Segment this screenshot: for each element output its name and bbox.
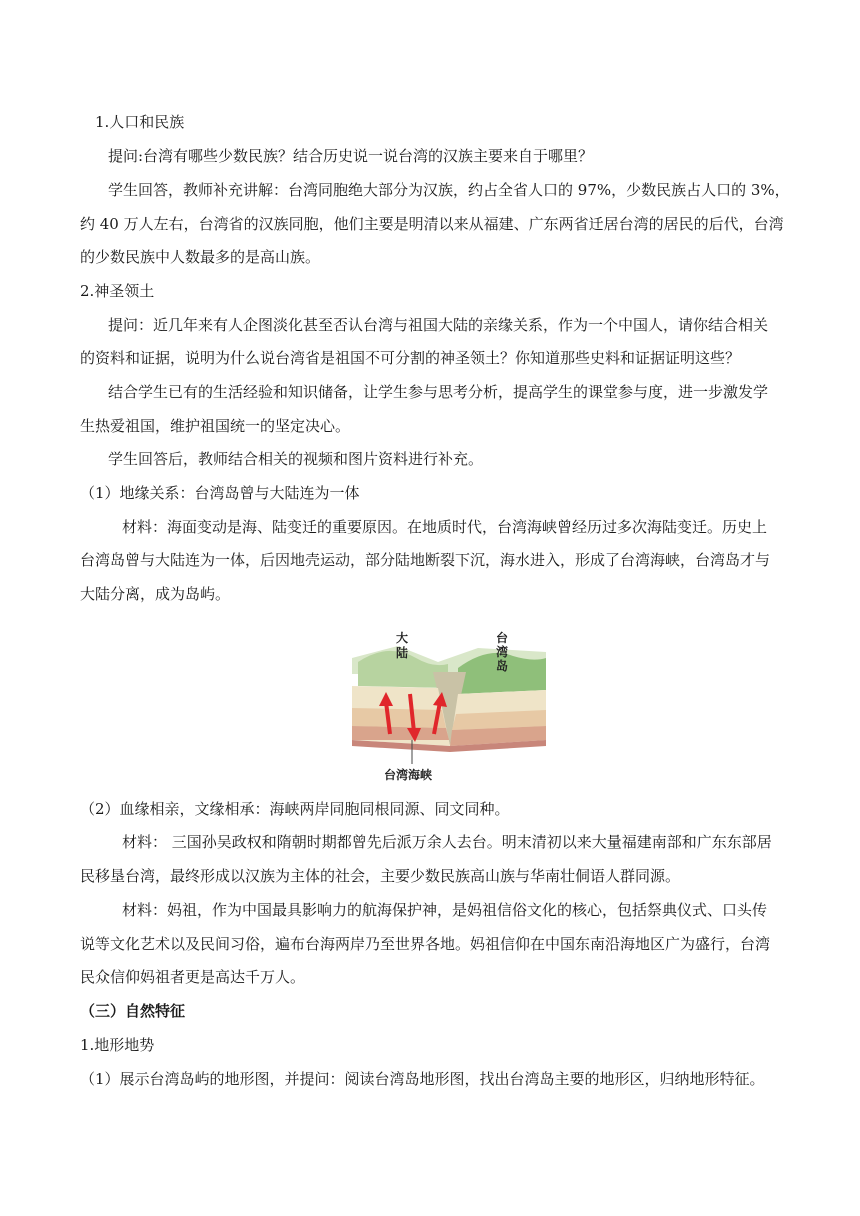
question-text: 提问:台湾有哪些少数民族？结合历史说一说台湾的汉族主要来自于哪里？: [108, 147, 594, 165]
material-line: 材料：妈祖，作为中国最具影响力的航海保护神，是妈祖信俗文化的核心，包括祭典仪式、口头传: [122, 901, 768, 919]
block-diagram-illustration: [338, 628, 560, 786]
label-taiwan-strait: 台湾海峡: [384, 768, 433, 782]
material-line: 说等文化艺术以及民间习俗，遍布台海两岸乃至世界各地。妈祖信仰在中国东南沿海地区广为盛行，台湾: [80, 935, 771, 953]
label-taiwan-island: 湾: [496, 645, 509, 659]
material-line: 材料：海面变动是海、陆变迁的重要原因。在地质时代，台湾海峡曾经历过多次海陆变迁。历史上: [122, 518, 768, 536]
paragraph-line: 学生回答后，教师结合相关的视频和图片资料进行补充。: [108, 450, 484, 468]
paragraph-line: 学生回答，教师补充讲解：台湾同胞绝大部分为汉族，约占全省人口的 97%，少数民族占人口的 3%，: [108, 181, 790, 199]
section-heading: （三）自然特征: [80, 1002, 186, 1020]
label-mainland: 陆: [396, 646, 409, 660]
mainland-layer: [352, 708, 446, 728]
question-text: 的资料和证据，说明为什么说台湾省是祖国不可分割的神圣领土？你知道那些史料和证据证明这些？: [80, 349, 741, 367]
paragraph-line: 生热爱祖国，维护祖国统一的坚定决心。: [80, 417, 351, 435]
subheading: 1.地形地势: [80, 1036, 155, 1054]
section-heading: 2.神圣领土: [80, 282, 155, 300]
paragraph-line: 结合学生已有的生活经验和知识储备，让学生参与思考分析，提高学生的课堂参与度，进一步激发学: [108, 383, 769, 401]
taiwan-strait-diagram: [338, 628, 560, 786]
paragraph-line: 的少数民族中人数最多的是高山族。: [80, 248, 321, 266]
label-mainland: 大: [396, 631, 409, 645]
material-line: 台湾岛曾与大陆连为一体，后因地壳运动，部分陆地断裂下沉，海水进入，形成了台湾海峡，台湾岛才与: [80, 551, 771, 569]
label-taiwan-island: 台: [496, 631, 509, 645]
label-taiwan-island: 岛: [496, 659, 509, 673]
section-heading: 1.人口和民族: [95, 113, 185, 131]
paragraph-line: 约 40 万人左右，台湾省的汉族同胞，他们主要是明清以来从福建、广东两省迁居台湾的居民的后代，台湾: [80, 215, 784, 233]
question-text: 提问：近几年来有人企图淡化甚至否认台湾与祖国大陆的亲缘关系，作为一个中国人，请你结合相关: [108, 316, 769, 334]
material-line: 材料： 三国孙吴政权和隋朝时期都曾先后派万余人去台。明末清初以来大量福建南部和广东东部居: [122, 833, 772, 851]
material-line: 大陆分离，成为岛屿。: [80, 585, 231, 603]
material-line: 民移垦台湾，最终形成以汉族为主体的社会，主要少数民族高山族与华南壮侗语人群同源。: [80, 867, 681, 885]
material-line: 民众信仰妈祖者更是高达千万人。: [80, 968, 306, 986]
subheading: （2）血缘相亲，文缘相承：海峡两岸同胞同根同源、同文同种。: [80, 800, 510, 818]
paragraph-line: （1）展示台湾岛屿的地形图，并提问：阅读台湾岛地形图，找出台湾岛主要的地形区，归纳地形特征。: [80, 1070, 765, 1088]
subheading: （1）地缘关系：台湾岛曾与大陆连为一体: [80, 484, 360, 502]
